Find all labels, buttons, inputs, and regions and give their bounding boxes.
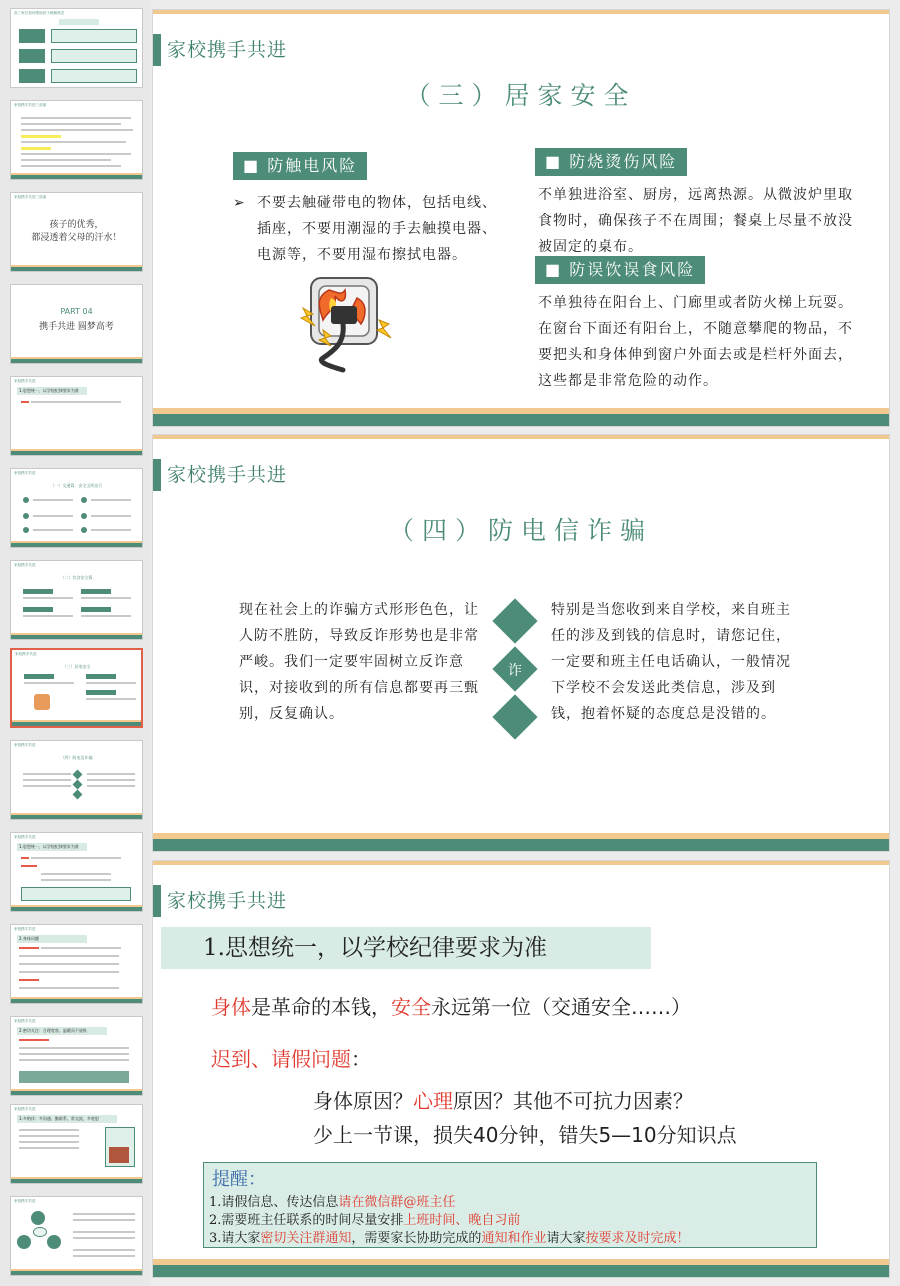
thumbnail-title: 家校携手共进 xyxy=(14,471,36,475)
slide-unified-thinking xyxy=(152,860,890,1278)
thumbnail-slide-11[interactable]: 家校携手共进 2.身体问题 xyxy=(10,924,143,1004)
slide-header-title: 家校携手共进 xyxy=(167,39,288,61)
slide-header-title: 家校携手共进 xyxy=(167,890,288,912)
bottom-bar xyxy=(153,1265,889,1277)
section-title: （三）居家安全 xyxy=(405,81,637,110)
electric-socket-fire-icon xyxy=(283,268,403,378)
reminder-title: 提醒： xyxy=(212,1169,266,1190)
thumbnail-text: 孩子的优秀， xyxy=(49,220,104,230)
thumbnail-slide-8-selected[interactable]: 家校携手共进 （三）居家安全 xyxy=(10,648,143,728)
thumbnail-slide-3[interactable] xyxy=(10,192,143,272)
thumbnail-title: 家校携手共进 xyxy=(14,835,36,839)
bottom-bar xyxy=(153,414,889,426)
anti-fraud-right-text: 特别是当您收到来自学校，来自班主任的涉及到钱的信息时，请您记住，一定要和班主任电话确认，一般情况下学校不会发送此类信息，涉及到钱，抱着怀疑的态度总是没错的。 xyxy=(551,602,791,722)
slide-anti-fraud xyxy=(152,434,890,852)
diamond-bottom xyxy=(492,694,537,739)
burn-text: 不单独进浴室、厨房，远离热源。从微波炉里取食物时，确保孩子不在周围；餐桌上尽量不放没被固定的桌布。 xyxy=(538,187,853,255)
thumbnail-title: 家校携手共进三部曲 xyxy=(14,103,47,107)
thumbnail-text: 都浸透着父母的汗水！ xyxy=(31,233,122,243)
ingestion-text: 不单独待在阳台上、门廊里或者防火梯上玩耍。在窗台下面还有阳台上，不随意攀爬的物品，不要把头和身体伸到窗户外面去或是栏杆外面去，这些都是非常危险的动作。 xyxy=(538,295,853,389)
header-marker xyxy=(153,459,161,491)
thumbnail-title: 家校携手共进 xyxy=(14,743,36,747)
header-marker xyxy=(153,885,161,917)
thumbnail-slide-7[interactable]: 家校携手共进 （二）饮食安全篇 xyxy=(10,560,143,640)
thumbnail-slide-6[interactable]: 家校携手共进 （一）交通篇：安全文明出行 xyxy=(10,468,143,548)
reminder-item-1: 1.请假信息、传达信息请在微信群@班主任 xyxy=(209,1195,456,1210)
thumbnail-title: 家校携手共进 xyxy=(14,1019,36,1023)
thumbnail-slide-1[interactable] xyxy=(10,8,143,88)
diamond-top xyxy=(492,598,537,643)
thumbnail-slide-10[interactable]: 家校携手共进 1.思想统一，以学校纪律要求为准 xyxy=(10,832,143,912)
section-title: （四）防电信诈骗 xyxy=(388,516,653,545)
thumbnail-title: 高三家长如何帮助孩子缓解焦虑 xyxy=(14,11,65,15)
reminder-item-2: 2.需要班主任联系的时间尽量安排上班时间、晚自习前 xyxy=(209,1213,521,1228)
thumbnail-title: 家校携手共进 xyxy=(15,652,37,656)
thumbnail-part-title: 携手共进 圆梦高考 xyxy=(39,322,114,332)
topic-banner: 1.思想统一，以学校纪律要求为准 xyxy=(161,927,651,969)
thumbnail-slide-5[interactable]: 家校携手共进 1.思想统一，以学校纪律要求为准 xyxy=(10,376,143,456)
reminder-box xyxy=(203,1162,817,1248)
reasons-line: 身体原因？心理原因？其他不可抗力因素？ xyxy=(313,1089,693,1113)
top-accent-bar xyxy=(153,10,889,14)
bullet-arrow: ➢ xyxy=(233,195,246,211)
thumbnail-title: 家校携手共进 xyxy=(14,379,36,383)
thumbnail-slide-4[interactable] xyxy=(10,284,143,364)
slide-home-safety xyxy=(152,9,890,427)
late-leave-line: 迟到、请假问题： xyxy=(211,1047,371,1071)
bottom-bar xyxy=(153,839,889,851)
thumbnail-title: 家校携手共进三部曲 xyxy=(14,195,47,199)
reminder-item-3: 3.请大家密切关注群通知，需要家长协助完成的通知和作业请大家按要求及时完成！ xyxy=(209,1231,690,1246)
slide-header-title: 家校携手共进 xyxy=(167,464,288,486)
top-accent-bar xyxy=(153,861,889,865)
health-safety-line: 身体是革命的本钱，安全永远第一位（交通安全……） xyxy=(211,995,691,1019)
electric-text: 不要去触碰带电的物体，包括电线、插座，不要用潮湿的手去触摸电器、电源等，不要用湿布擦拭电器。 xyxy=(257,195,497,263)
tag-accidental-ingestion: ■ 防误饮误食风险 xyxy=(535,256,705,284)
thumbnail-title: 家校携手共进 xyxy=(14,1107,36,1111)
tag-burn: ■ 防烧烫伤风险 xyxy=(535,148,687,176)
thumbnail-title: 家校携手共进 xyxy=(14,1199,36,1203)
slide-thumbnail-panel xyxy=(0,0,150,1286)
tag-electric-shock: ■ 防触电风险 xyxy=(233,152,367,180)
thumbnail-slide-14[interactable] xyxy=(10,1196,143,1276)
thumbnail-slide-13[interactable]: 家校携手共进 3.多陪伴：多沟通、勤联系、常交流、多宽慰 xyxy=(10,1104,143,1184)
anti-fraud-left-text: 现在社会上的诈骗方式形形色色，让人防不胜防，导致反诈形势也是非常严峻。我们一定要牢固树立反诈意识，对接收到的所有信息都要再三甄别，反复确认。 xyxy=(239,602,479,722)
thumbnail-slide-2[interactable] xyxy=(10,100,143,180)
thumbnail-slide-9[interactable]: 家校携手共进 （四）防电信诈骗 xyxy=(10,740,143,820)
thumbnail-slide-12[interactable]: 家校携手共进 2.密切关注：合理宽容、温暖而不放纵 xyxy=(10,1016,143,1096)
thumbnail-part-number: PART 04 xyxy=(60,307,93,316)
loss-line: 少上一节课，损失40分钟，错失5—10分知识点 xyxy=(313,1123,737,1147)
header-marker xyxy=(153,34,161,66)
thumbnail-title: 家校携手共进 xyxy=(14,927,36,931)
diamond-char: 诈 xyxy=(508,663,522,679)
thumbnail-title: 家校携手共进 xyxy=(14,563,36,567)
top-accent-bar xyxy=(153,435,889,439)
